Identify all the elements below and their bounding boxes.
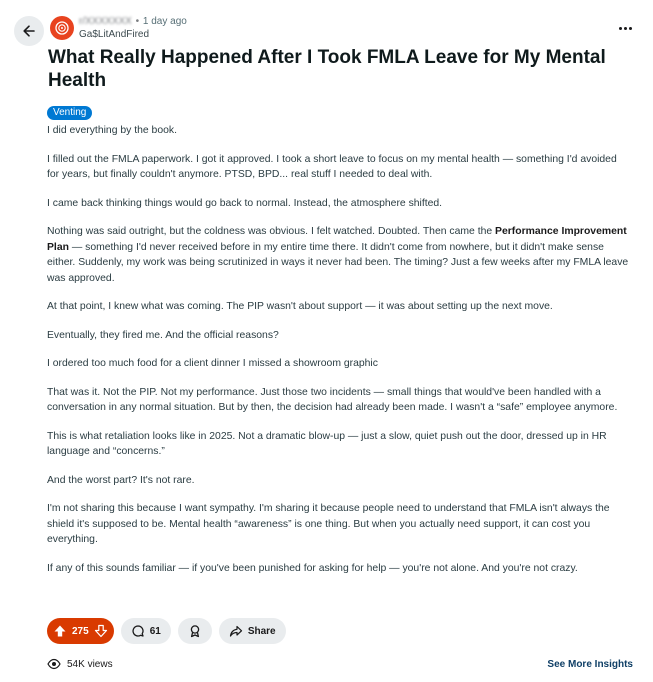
post-paragraph: I'm not sharing this because I want sympathy. I'm sharing it because people need to understand that FMLA isn't always the shield it's supposed to be. Mental health “awareness” is one thing. But when you actually need support, it can cost you everything. <box>47 503 610 545</box>
see-more-insights-link[interactable]: See More Insights <box>547 659 633 670</box>
post-actions <box>47 618 286 644</box>
community-avatar-icon <box>54 20 70 36</box>
post-time: 1 day ago <box>142 16 187 27</box>
more-options-icon <box>619 27 622 30</box>
post-paragraph: I filled out the FMLA paperwork. I got it approved. I took a short leave to focus on my mental health — something I'd avoided for years, but finally couldn't anymore. PTSD, BPD... real stuff I needed to deal with. <box>47 153 617 180</box>
post-body <box>47 123 631 576</box>
community-avatar[interactable] <box>50 16 74 40</box>
back-arrow-icon <box>22 24 36 38</box>
upvote-icon[interactable] <box>53 624 67 638</box>
post-meta <box>79 16 187 41</box>
vote-count: 275 <box>72 625 89 637</box>
meta-separator: • <box>135 16 140 27</box>
post-title: What Really Happened After I Took FMLA Leave for My Mental Health <box>48 47 606 91</box>
post-paragraph: I came back thinking things would go back to normal. Instead, the atmosphere shifted. <box>47 197 443 209</box>
award-icon <box>188 624 202 638</box>
post-paragraph: If any of this sounds familiar — if you've been punished for asking for help — you're not alone. And you're not crazy. <box>47 562 578 574</box>
view-count <box>47 657 113 671</box>
post-paragraph: And the worst part? It's not rare. <box>47 474 195 486</box>
post-paragraph: I ordered too much food for a client dinner I missed a showroom graphic <box>47 358 378 369</box>
post-paragraph: I did everything by the book. <box>47 125 177 136</box>
post-paragraph: At that point, I knew what was coming. The PIP wasn't about support — it was about setting up the next move. <box>47 301 553 312</box>
post-paragraph <box>47 224 631 286</box>
author-name[interactable]: r/XXXXXXX <box>79 16 132 27</box>
share-button[interactable] <box>219 618 286 644</box>
downvote-icon[interactable] <box>94 624 108 638</box>
share-icon <box>229 624 243 638</box>
vote-control <box>47 618 114 644</box>
views-label: 54K views <box>67 658 113 670</box>
post-paragraph: That was it. Not the PIP. Not my performance. Just those two incidents — small things that would've been handled with a conversation in any normal situation. But by then, the decision had already been made. I wasn't a “safe” employee anymore. <box>47 386 618 413</box>
comment-count: 61 <box>149 625 161 637</box>
post-paragraph: This is what retaliation looks like in 2025. Not a dramatic blow-up — just a slow, quiet push out the door, dressed up in HR language and “concerns.” <box>47 430 607 457</box>
paragraph-text: Nothing was said outright, but the coldness was obvious. I felt watched. Doubted. Then came the <box>47 226 496 237</box>
community-name[interactable]: Ga$LitAndFired <box>79 29 150 40</box>
post-paragraph: Eventually, they fired me. And the official reasons? <box>47 329 279 341</box>
award-button[interactable] <box>178 618 212 644</box>
share-label: Share <box>247 625 276 637</box>
bold-phrase: Performance Improvement Plan <box>47 226 627 253</box>
comment-icon <box>131 624 145 638</box>
more-options-button[interactable] <box>615 20 635 36</box>
comments-button[interactable] <box>121 618 171 644</box>
views-icon <box>47 657 61 671</box>
paragraph-text: — something I'd never received before in my entire time there. It didn't come from nowhere, but it didn't make sense either. Suddenly, my work was being scrutinized in ways it never had been. The timing? Just a few weeks after my FMLA leave was approved. <box>47 241 629 284</box>
post-flair[interactable]: Venting <box>47 106 92 120</box>
back-button[interactable] <box>14 16 44 46</box>
